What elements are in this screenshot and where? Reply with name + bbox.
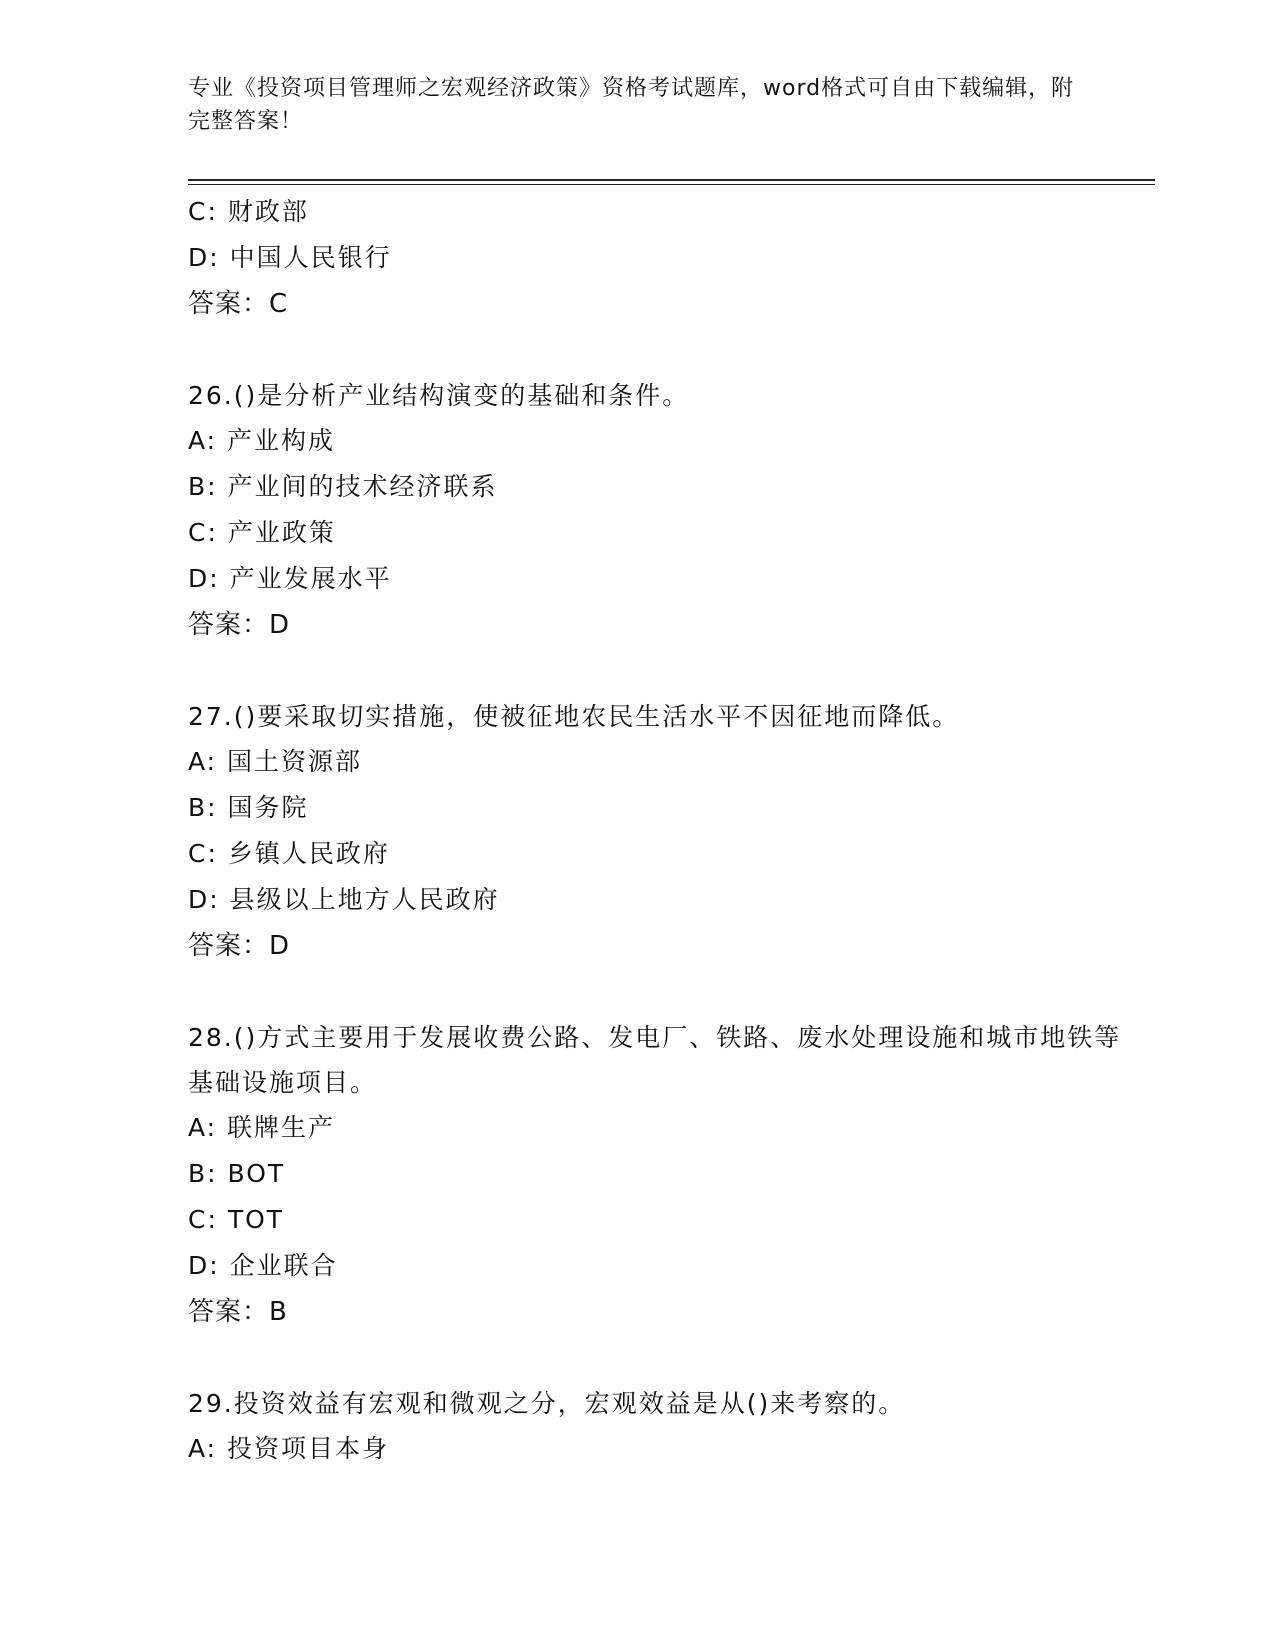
option-line: C: TOT (188, 1205, 285, 1234)
option-line: A: 联牌生产 (188, 1113, 336, 1142)
option-line: D: 企业联合 (188, 1251, 338, 1280)
option-line: C: 财政部 (188, 197, 309, 226)
answer-line: 答案：B (188, 1297, 288, 1327)
question-list (188, 189, 1138, 1472)
question-text: 28.()方式主要用于发展收费公路、发电厂、铁路、废水处理设施和城市地铁等基础设施项目。 (188, 1023, 1122, 1097)
question-text: 29.投资效益有宏观和微观之分，宏观效益是从()来考察的。 (188, 1389, 906, 1418)
answer-line: 答案：D (188, 931, 291, 961)
option-line: C: 产业政策 (188, 518, 336, 547)
option-line: A: 产业构成 (188, 426, 336, 455)
header-rule (188, 179, 1155, 181)
option-line: D: 中国人民银行 (188, 243, 392, 272)
option-line: B: 国务院 (188, 793, 309, 822)
question-text: 27.()要采取切实措施，使被征地农民生活水平不因征地而降低。 (188, 702, 960, 731)
option-line: D: 县级以上地方人民政府 (188, 885, 500, 914)
option-line: A: 投资项目本身 (188, 1434, 390, 1463)
answer-line: 答案：D (188, 610, 291, 640)
header-rule-thin (188, 184, 1155, 185)
question-text: 26.()是分析产业结构演变的基础和条件。 (188, 381, 690, 410)
option-line: A: 国土资源部 (188, 747, 363, 776)
document-header: 专业《投资项目管理师之宏观经济政策》资格考试题库，word格式可自由下载编辑，附完整答案！ (188, 76, 1075, 134)
option-line: C: 乡镇人民政府 (188, 839, 390, 868)
option-line: D: 产业发展水平 (188, 564, 392, 593)
answer-line: 答案：C (188, 289, 289, 319)
option-line: B: 产业间的技术经济联系 (188, 472, 498, 501)
option-line: B: BOT (188, 1159, 286, 1188)
